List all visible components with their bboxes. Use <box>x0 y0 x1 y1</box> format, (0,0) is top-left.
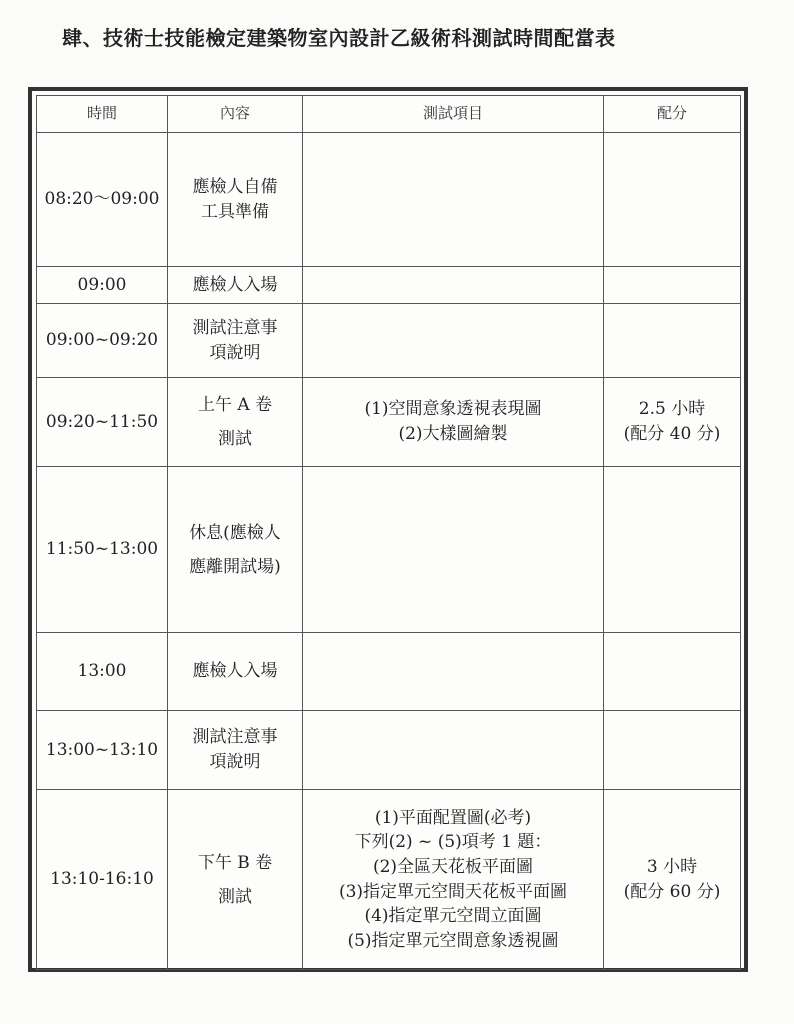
score-cell <box>604 267 741 304</box>
score-line: (配分 60 分) <box>623 881 721 902</box>
items-cell <box>303 267 604 304</box>
item-line: (1)空間意象透視表現圖 <box>364 399 542 420</box>
content-line: 測試注意事 <box>192 727 278 748</box>
time-cell: 13:00~13:10 <box>37 711 168 790</box>
content-line: 測試 <box>218 886 252 907</box>
page-title: 肆、技術士技能檢定建築物室內設計乙級術科測試時間配當表 <box>62 26 616 50</box>
content-line: 項說明 <box>209 342 261 363</box>
item-line: (2)大樣圖繪製 <box>398 424 508 444</box>
schedule-table-frame <box>28 87 748 972</box>
header-score: 配分 <box>604 96 741 133</box>
header-content: 內容 <box>168 96 303 133</box>
content-line: 應檢人入場 <box>192 661 278 682</box>
time-cell: 09:00~09:20 <box>37 304 168 378</box>
content-line: 工具準備 <box>201 201 269 222</box>
score-cell <box>604 304 741 378</box>
score-line: 2.5 小時 <box>638 399 706 420</box>
item-line: (3)指定單元空間天花板平面圖 <box>338 881 568 902</box>
time-cell: 13:10-16:10 <box>37 790 168 970</box>
items-cell <box>303 633 604 711</box>
items-cell <box>303 304 604 378</box>
time-cell: 08:20～09:00 <box>37 133 168 267</box>
table-row <box>37 133 741 267</box>
content-cell <box>168 790 303 970</box>
item-line: (4)指定單元空間立面圖 <box>364 906 542 927</box>
content-line: 下午 B 卷 <box>197 852 273 873</box>
table-row <box>37 633 741 711</box>
time-cell: 09:20~11:50 <box>37 378 168 467</box>
time-cell: 11:50~13:00 <box>37 467 168 633</box>
content-line: 測試注意事 <box>192 317 278 338</box>
score-cell <box>604 378 741 467</box>
score-cell <box>604 133 741 267</box>
item-line: (5)指定單元空間意象透視圖 <box>347 930 559 951</box>
content-cell <box>168 304 303 378</box>
items-cell <box>303 467 604 633</box>
table-row <box>37 790 741 970</box>
content-line: 休息(應檢人 <box>189 522 281 543</box>
score-cell <box>604 467 741 633</box>
content-line: 應檢人入場 <box>192 274 278 295</box>
table-row <box>37 467 741 633</box>
table-row <box>37 711 741 790</box>
content-line: 項說明 <box>209 752 261 772</box>
time-cell: 09:00 <box>37 267 168 304</box>
table-row <box>37 267 741 304</box>
content-cell <box>168 378 303 467</box>
content-cell <box>168 267 303 304</box>
score-line: (配分 40 分) <box>623 424 721 444</box>
content-cell <box>168 633 303 711</box>
items-cell <box>303 711 604 790</box>
content-cell <box>168 133 303 267</box>
header-time: 時間 <box>37 96 168 133</box>
score-cell <box>604 711 741 790</box>
content-line: 上午 A 卷 <box>197 395 273 415</box>
score-cell <box>604 790 741 970</box>
items-cell <box>303 378 604 467</box>
header-row <box>37 96 741 133</box>
items-cell <box>303 790 604 970</box>
content-line: 測試 <box>218 429 252 449</box>
item-line: 下列(2) ~ (5)項考 1 題： <box>354 832 552 853</box>
table-row <box>37 304 741 378</box>
score-cell <box>604 633 741 711</box>
header-items: 測試項目 <box>303 96 604 133</box>
schedule-table <box>36 95 741 970</box>
content-line: 應檢人自備 <box>192 176 278 197</box>
time-cell: 13:00 <box>37 633 168 711</box>
content-line: 應離開試場) <box>189 556 281 577</box>
content-cell <box>168 467 303 633</box>
item-line: (2)全區天花板平面圖 <box>372 856 534 877</box>
table-row <box>37 378 741 467</box>
items-cell <box>303 133 604 267</box>
score-line: 3 小時 <box>646 856 698 877</box>
item-line: (1)平面配置圖(必考) <box>374 807 532 828</box>
content-cell <box>168 711 303 790</box>
